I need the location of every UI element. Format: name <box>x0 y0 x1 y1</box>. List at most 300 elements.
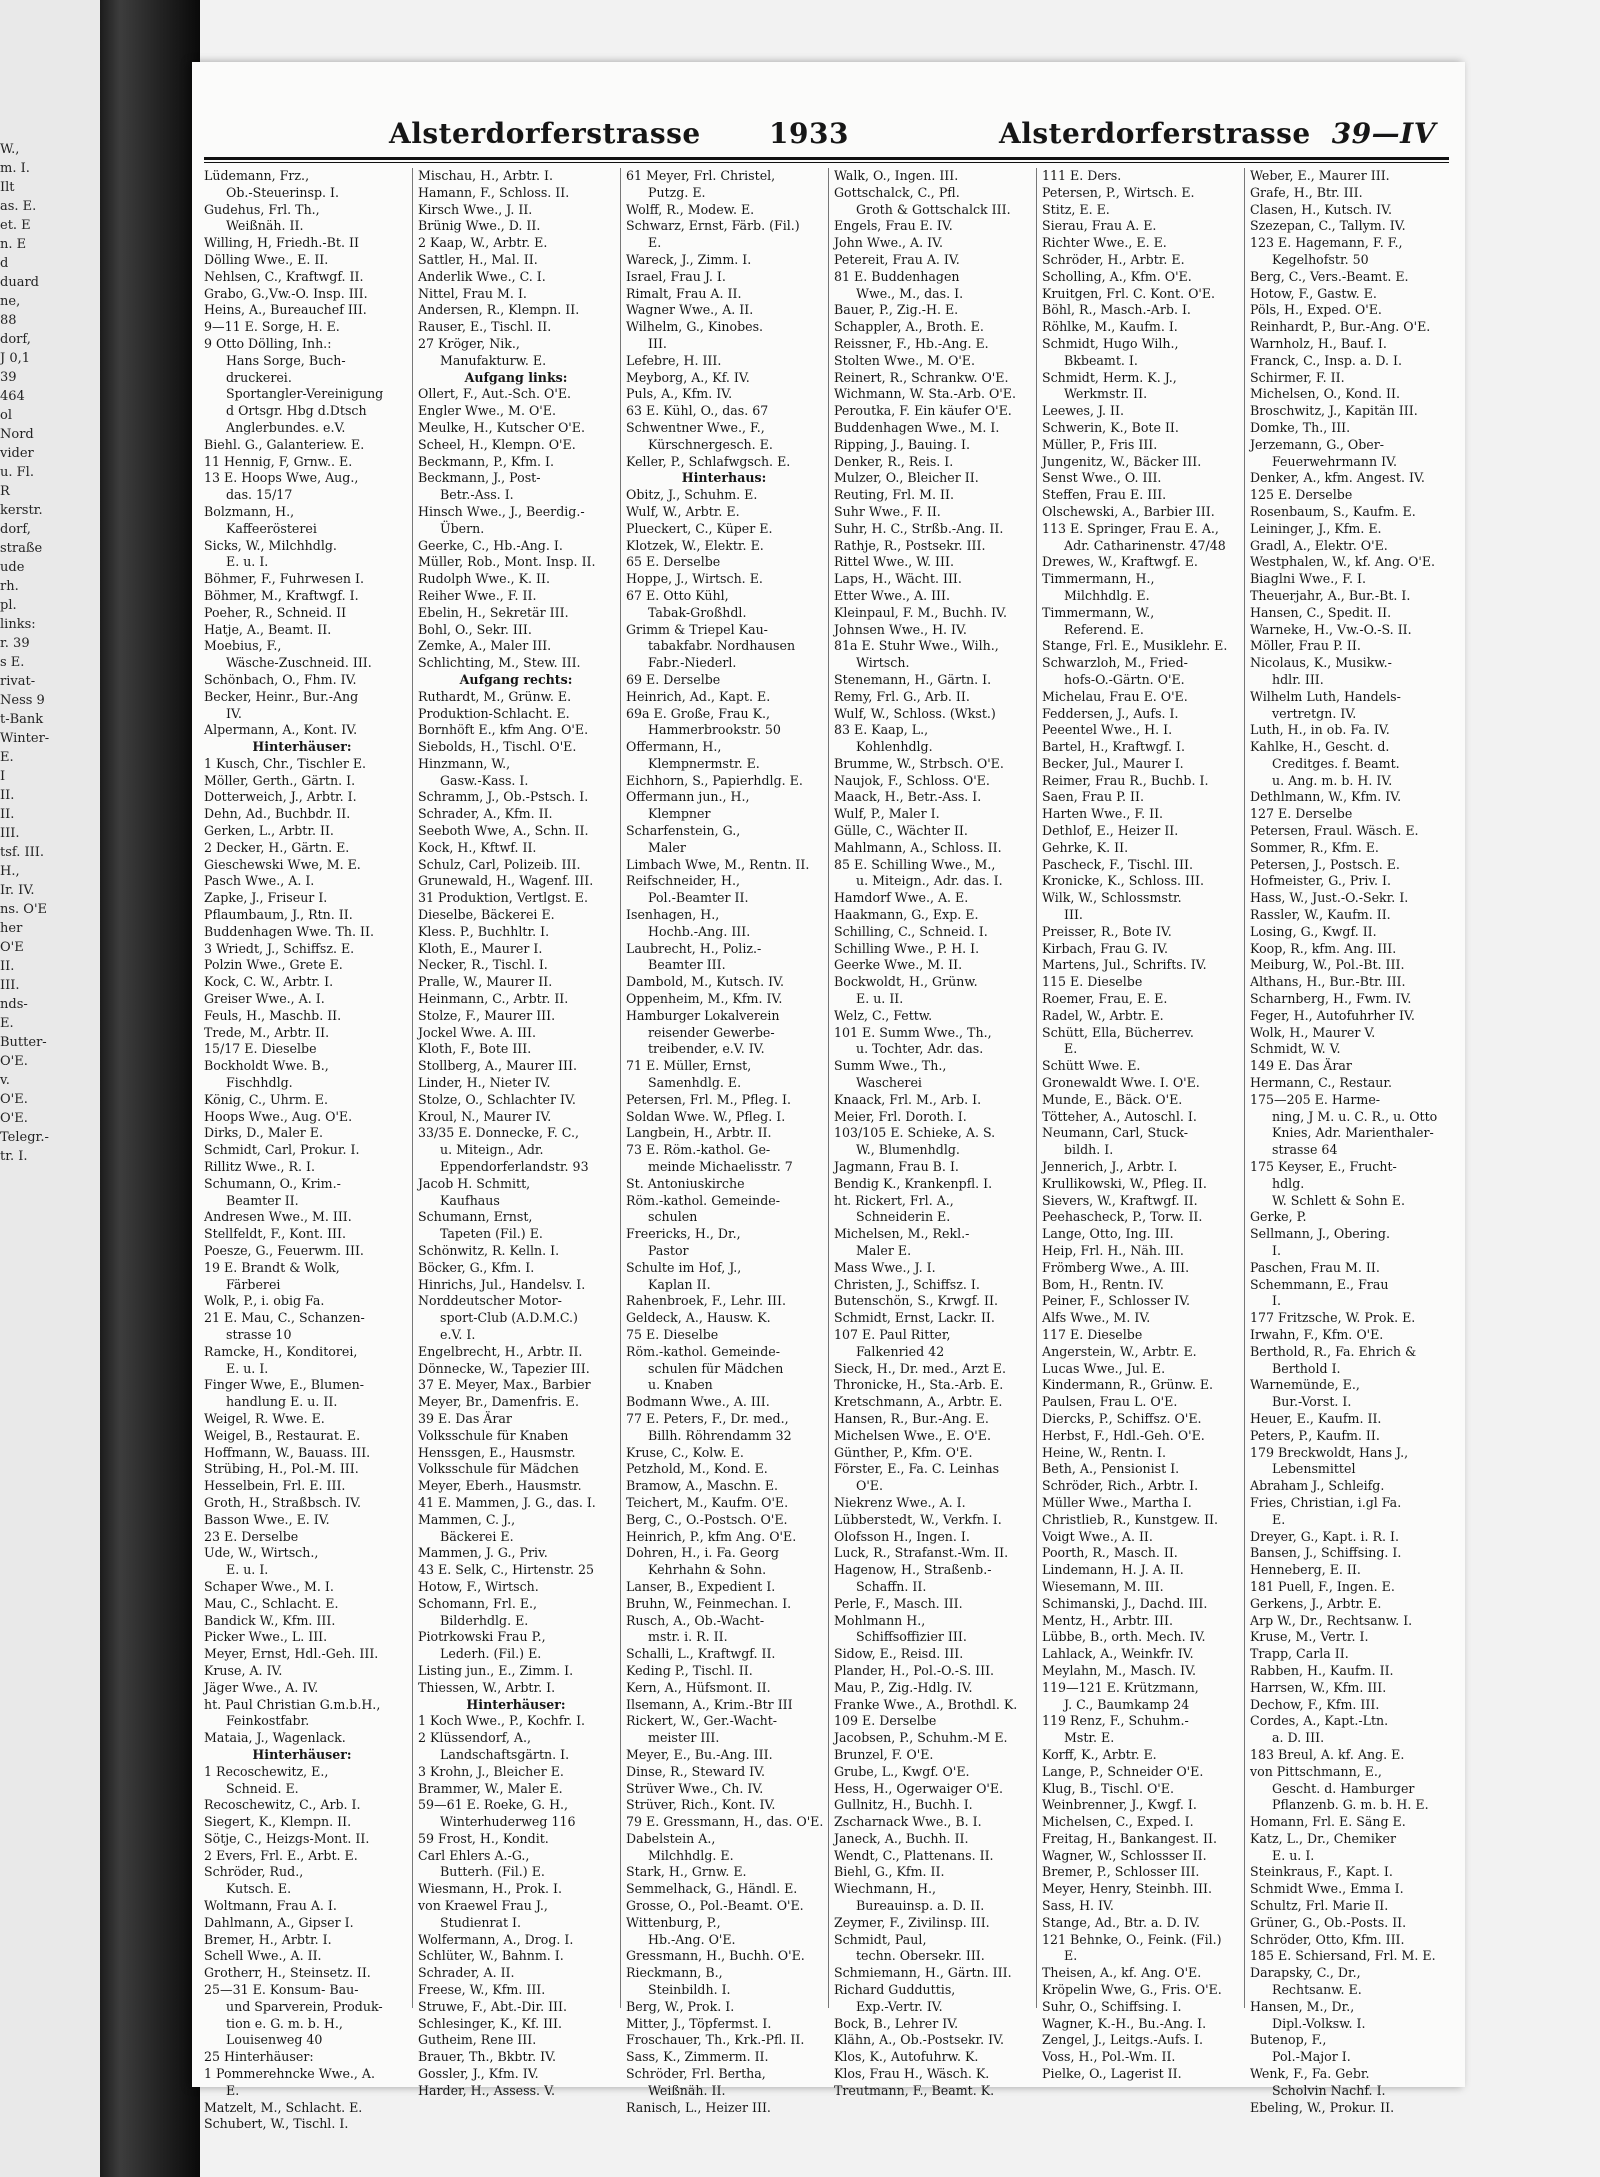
facing-page-line: II. <box>0 788 15 803</box>
directory-entry: Ollert, F., Aut.-Sch. O'E. <box>418 386 572 402</box>
directory-entry: Poesze, G., Feuerwm. III. <box>204 1243 364 1258</box>
directory-entry: Rimalt, Frau A. II. <box>626 285 742 301</box>
directory-entry: Müller Wwe., Martha I. <box>1042 1494 1192 1510</box>
directory-entry: Rusch, A., Ob.-Wacht- <box>626 1612 765 1628</box>
directory-entry: Hinsch Wwe., J., Beerdig.- <box>418 503 585 519</box>
directory-entry: Krullikowski, W., Pfleg. II. <box>1042 1175 1207 1191</box>
directory-entry: Schimanski, J., Dachd. III. <box>1042 1595 1208 1611</box>
directory-entry: Kahlke, H., Gescht. d. <box>1250 739 1390 755</box>
directory-entry: Sattler, H., Mal. II. <box>418 251 538 267</box>
directory-entry: Siebolds, H., Tischl. O'E. <box>418 739 577 755</box>
directory-entry: Summ Wwe., Th., <box>834 1058 947 1074</box>
directory-entry: Grosse, O., Pol.-Beamt. O'E. <box>626 1898 804 1914</box>
directory-entry: Wolk, P., i. obig Fa. <box>204 1293 325 1309</box>
directory-entry: Ruthardt, M., Grünw. E. <box>418 688 572 704</box>
directory-entry: Butenop, F., <box>1250 2032 1327 2048</box>
directory-entry: Gasw.-Kass. I. <box>440 772 529 788</box>
directory-entry: u. Tochter, Adr. das. <box>856 1041 984 1057</box>
directory-entry: Norddeutscher Motor- <box>418 1293 562 1309</box>
directory-entry: Niekrenz Wwe., A. I. <box>834 1494 966 1510</box>
directory-entry: Hotow, F., Wirtsch. <box>418 1578 539 1594</box>
directory-entry: Knaack, Frl. M., Arb. I. <box>834 1091 982 1107</box>
directory-entry: Poorth, R., Masch. II. <box>1042 1545 1178 1561</box>
directory-entry: Schröder, Frl. Bertha, <box>626 2066 766 2082</box>
directory-entry: Strübing, H., Pol.-M. III. <box>204 1461 359 1477</box>
directory-entry: 111 E. Ders. <box>1042 168 1122 183</box>
directory-entry: Wilk, W., Schlossmstr. <box>1042 890 1182 906</box>
directory-entry: Klos, K., Autofuhrw. K. <box>834 2049 979 2065</box>
directory-entry: Wittenburg, P., <box>626 1914 721 1930</box>
directory-entry: Jacob H. Schmitt, <box>418 1175 531 1191</box>
directory-entry: Offermann jun., H., <box>626 789 750 805</box>
directory-entry: Maack, H., Betr.-Ass. I. <box>834 789 982 805</box>
directory-entry: Bramow, A., Maschn. E. <box>626 1478 779 1494</box>
directory-entry: Tabak-Großhdl. <box>648 604 747 620</box>
directory-entry: Diercks, P., Schiffsz. O'E. <box>1042 1410 1202 1426</box>
directory-entry: Polzin Wwe., Grete E. <box>204 957 343 973</box>
directory-entry: Petersen, P., Wirtsch. E. <box>1042 184 1195 200</box>
directory-entry: Kruse, A. IV. <box>204 1662 283 1678</box>
facing-page-line: O'E. <box>0 1054 28 1069</box>
directory-entry: 37 E. Meyer, Max., Barbier <box>418 1377 591 1393</box>
directory-entry: Bilderhdlg. E. <box>440 1612 529 1628</box>
directory-entry: Munde, E., Bäck. O'E. <box>1042 1091 1183 1107</box>
directory-entry: Rillitz Wwe., R. I. <box>204 1159 315 1175</box>
directory-column <box>412 168 614 2098</box>
book-binding <box>100 0 200 2177</box>
directory-entry: Dethlof, E., Heizer II. <box>1042 823 1179 839</box>
directory-entry: Wolfermann, A., Drog. I. <box>418 1931 574 1947</box>
directory-entry: Warnholz, H., Bauf. I. <box>1250 335 1387 351</box>
directory-entry: Werkmstr. II. <box>1064 386 1148 402</box>
directory-entry: E. <box>1064 1948 1078 1964</box>
directory-entry: Saen, Frau P. II. <box>1042 789 1144 805</box>
directory-entry: Theuerjahr, A., Bur.-Bt. I. <box>1250 587 1411 603</box>
directory-entry: Linder, H., Nieter IV. <box>418 1075 551 1091</box>
directory-entry: 2 Klüssendorf, A., <box>418 1730 532 1746</box>
directory-entry: Böcker, G., Kfm. I. <box>418 1259 535 1275</box>
directory-entry: Steinbildh. I. <box>648 1982 731 1998</box>
directory-entry: Manufakturw. E. <box>440 352 547 368</box>
directory-entry: Finger Wwe, E., Blumen- <box>204 1377 364 1393</box>
directory-entry: 1 Pommerehncke Wwe., A. <box>204 2066 376 2082</box>
directory-entry: Angerstein, W., Arbtr. E. <box>1042 1343 1197 1359</box>
directory-entry: Laps, H., Wächt. III. <box>834 571 962 587</box>
facing-page-line: v. <box>0 1073 10 1088</box>
directory-entry: Schlichting, M., Stew. III. <box>418 655 581 671</box>
directory-entry: 181 Puell, F., Ingen. E. <box>1250 1578 1395 1594</box>
directory-entry: J. C., Baumkamp 24 <box>1064 1696 1190 1712</box>
directory-entry: Picker Wwe., L. III. <box>204 1629 328 1645</box>
directory-entry: Schaffn. II. <box>856 1578 927 1594</box>
directory-entry: Engels, Frau E. IV. <box>834 218 953 234</box>
directory-entry: meister III. <box>648 1730 720 1746</box>
directory-entry: Kohlenhdlg. <box>856 739 933 755</box>
directory-entry: Harder, H., Assess. V. <box>418 2082 555 2098</box>
directory-entry: Exp.-Vertr. IV. <box>856 1998 943 2014</box>
facing-page-line: ol <box>0 408 12 423</box>
directory-entry: Franke Wwe., A., Brothdl. K. <box>834 1696 1018 1712</box>
directory-entry: Schmidt, W. V. <box>1250 1041 1341 1057</box>
directory-entry: Mischau, H., Arbtr. I. <box>418 168 554 183</box>
facing-page-line: W., <box>0 142 20 157</box>
directory-entry: Engler Wwe., M. O'E. <box>418 403 556 419</box>
directory-entry: Schwentner Wwe., F., <box>626 419 765 435</box>
directory-entry: Stange, Ad., Btr. a. D. IV. <box>1042 1914 1200 1930</box>
directory-entry: Eppendorferlandstr. 93 <box>440 1159 589 1175</box>
directory-entry: Herbst, F., Hdl.-Geh. O'E. <box>1042 1427 1205 1443</box>
directory-entry: Walk, O., Ingen. III. <box>834 168 959 183</box>
directory-entry: Schröder, Rich., Arbtr. I. <box>1042 1478 1199 1494</box>
directory-entry: das. 15/17 <box>226 487 293 503</box>
directory-entry: Hamburger Lokalverein <box>626 1007 780 1023</box>
directory-entry: 1 Kusch, Chr., Tischler E. <box>204 755 367 771</box>
directory-entry: E. u. I. <box>226 554 269 570</box>
directory-entry: Peeentel Wwe., H. I. <box>1042 722 1173 738</box>
directory-entry: Stollberg, A., Maurer III. <box>418 1058 577 1074</box>
directory-entry: Kirbach, Frau G. IV. <box>1042 940 1169 956</box>
directory-entry: Röm.-kathol. Gemeinde- <box>626 1192 781 1208</box>
directory-entry: druckerei. <box>226 369 292 385</box>
directory-entry: 101 E. Summ Wwe., Th., <box>834 1024 992 1040</box>
directory-entry: Lübbe, B., orth. Mech. IV. <box>1042 1629 1206 1645</box>
directory-entry: Grüner, G., Ob.-Posts. II. <box>1250 1914 1407 1930</box>
facing-page-line: ns. O'E <box>0 902 48 917</box>
facing-page-line: Nord <box>0 427 34 442</box>
directory-entry: Wareck, J., Zimm. I. <box>626 251 752 267</box>
directory-entry: 125 E. Derselbe <box>1250 487 1353 503</box>
directory-entry: Kloth, E., Maurer I. <box>418 940 543 956</box>
directory-entry: Geerke, C., Hb.-Ang. I. <box>418 537 563 553</box>
directory-entry: Kröpelin Wwe, G., Fris. O'E. <box>1042 1982 1222 1998</box>
directory-column <box>1036 168 1238 2082</box>
facing-page-line: duard <box>0 275 39 290</box>
directory-entry: 119—121 E. Krützmann, <box>1042 1679 1199 1695</box>
directory-entry: Beth, A., Pensionist I. <box>1042 1461 1180 1477</box>
directory-entry: 79 E. Gressmann, H., das. O'E. <box>626 1814 824 1830</box>
directory-entry: Freitag, H., Bankangest. II. <box>1042 1830 1217 1846</box>
directory-entry: Reifschneider, H., <box>626 873 740 889</box>
directory-entry: Mammen, J. G., Priv. <box>418 1545 548 1561</box>
directory-entry: Reimer, Frau R., Buchb. I. <box>1042 772 1209 788</box>
directory-entry: E. u. I. <box>226 1562 269 1578</box>
directory-entry: 185 E. Schiersand, Frl. M. E. <box>1250 1948 1436 1964</box>
directory-entry: Möller, Gerth., Gärtn. I. <box>204 772 356 788</box>
directory-entry: Aufgang links: <box>464 369 568 385</box>
directory-entry: 59—61 E. Roeke, G. H., <box>418 1797 569 1813</box>
directory-entry: Hatje, A., Beamt. II. <box>204 621 332 637</box>
directory-entry: Freese, W., Kfm. III. <box>418 1982 546 1998</box>
directory-entry: Jungenitz, W., Bäcker III. <box>1042 453 1202 469</box>
directory-entry: Dehn, Ad., Buchbdr. II. <box>204 806 351 822</box>
directory-entry: Scheel, H., Klempn. O'E. <box>418 436 576 452</box>
facing-page-line: R <box>0 484 10 499</box>
directory-entry: Kroul, N., Maurer IV. <box>418 1108 552 1124</box>
directory-entry: Zengel, J., Leitgs.-Aufs. I. <box>1042 2032 1203 2048</box>
directory-entry: 2 Kaap, W., Arbtr. E. <box>418 235 548 251</box>
facing-page-line: 464 <box>0 389 25 404</box>
directory-entry: Schwerin, K., Bote II. <box>1042 419 1179 435</box>
directory-entry: Jagmann, Frau B. I. <box>834 1159 959 1175</box>
facing-page-line: II. <box>0 959 15 974</box>
directory-entry: Lange, Otto, Ing. III. <box>1042 1226 1174 1242</box>
directory-entry: Schmidt, Hugo Wilh., <box>1042 335 1179 351</box>
directory-entry: John Wwe., A. IV. <box>834 235 944 251</box>
directory-entry: 113 E. Springer, Frau E. A., <box>1042 520 1219 536</box>
directory-entry: Müller, P., Fris III. <box>1042 436 1158 452</box>
directory-entry: Stenemann, H., Gärtn. I. <box>834 671 992 687</box>
directory-entry: Sötje, C., Heizgs-Mont. II. <box>204 1830 370 1846</box>
directory-entry: Färberei <box>226 1276 281 1292</box>
directory-entry: 77 E. Peters, F., Dr. med., <box>626 1410 789 1426</box>
directory-entry: Luth, H., in ob. Fa. IV. <box>1250 722 1390 738</box>
directory-entry: Bandick W., Kfm. III. <box>204 1612 336 1628</box>
directory-entry: Betr.-Ass. I. <box>440 487 514 503</box>
directory-entry: 25—31 E. Konsum- Bau- <box>204 1982 359 1998</box>
directory-entry: Gutheim, Rene III. <box>418 2032 537 2048</box>
directory-entry: Sieck, H., Dr. med., Arzt E. <box>834 1360 1007 1376</box>
directory-entry: Lanser, B., Expedient I. <box>626 1578 776 1594</box>
directory-entry: 19 E. Brandt & Wolk, <box>204 1259 340 1275</box>
directory-entry: ht. Paul Christian G.m.b.H., <box>204 1696 381 1712</box>
directory-entry: Samenhdlg. E. <box>648 1075 742 1091</box>
directory-entry: u. Miteign., Adr. <box>440 1142 544 1158</box>
directory-entry: 43 E. Selk, C., Hirtenstr. 25 <box>418 1562 595 1578</box>
directory-entry: Jerzemann, G., Ober- <box>1250 436 1385 452</box>
directory-entry: Biaglni Wwe., F. I. <box>1250 571 1366 587</box>
directory-entry: Heine, W., Rentn. I. <box>1042 1444 1166 1460</box>
directory-entry: Lindemann, H. J. A. II. <box>1042 1562 1184 1578</box>
directory-entry: Wwe., M., das. I. <box>856 285 964 301</box>
directory-entry: Treutmann, F., Beamt. K. <box>834 2082 995 2098</box>
directory-entry: Mohlmann H., <box>834 1612 926 1628</box>
directory-entry: Bohl, O., Sekr. III. <box>418 621 532 637</box>
directory-entry: Schell Wwe., A. II. <box>204 1948 322 1964</box>
directory-entry: Hofmeister, G., Priv. I. <box>1250 873 1392 889</box>
directory-entry: Szezepan, C., Tallym. IV. <box>1250 218 1406 234</box>
directory-entry: Moebius, F., <box>204 638 282 654</box>
directory-entry: Lucas Wwe., Jul. E. <box>1042 1360 1166 1376</box>
directory-entry: Wagner, K.-H., Bu.-Ang. I. <box>1042 2015 1207 2031</box>
directory-entry: Voigt Wwe., A. II. <box>1042 1528 1153 1544</box>
directory-entry: Carl Ehlers A.-G., <box>418 1847 530 1863</box>
directory-entry: Lüdemann, Frz., <box>204 168 310 183</box>
directory-entry: Gressmann, H., Buchh. O'E. <box>626 1948 805 1964</box>
directory-entry: Mass Wwe., J. I. <box>834 1259 936 1275</box>
directory-entry: ht. Rickert, Frl. A., <box>834 1192 954 1208</box>
directory-entry: Pralle, W., Maurer II. <box>418 974 553 990</box>
directory-entry: Böhl, R., Masch.-Arb. I. <box>1042 302 1191 318</box>
directory-entry: Hesselbein, Frl. E. III. <box>204 1478 346 1494</box>
directory-entry: Petersen, Frl. M., Pfleg. I. <box>626 1091 791 1107</box>
directory-entry: Gehrke, K. II. <box>1042 839 1129 855</box>
directory-entry: Andersen, R., Klempn. II. <box>418 302 580 318</box>
directory-entry: Westphalen, W., kf. Ang. O'E. <box>1250 554 1436 570</box>
facing-page-line: tr. I. <box>0 1149 28 1164</box>
directory-entry: Neumann, Carl, Stuck- <box>1042 1125 1188 1141</box>
directory-entry: Weber, E., Maurer III. <box>1250 168 1390 183</box>
directory-entry: Dambold, M., Kutsch. IV. <box>626 974 784 990</box>
directory-entry: Warneke, H., Vw.-O.-S. II. <box>1250 621 1412 637</box>
directory-entry: Studienrat I. <box>440 1914 522 1930</box>
directory-entry: Schilling, C., Schneid. I. <box>834 923 988 939</box>
directory-entry: Wenk, F., Fa. Gebr. <box>1250 2066 1370 2082</box>
directory-entry: Buddenhagen Wwe. Th. II. <box>204 923 374 939</box>
directory-entry: Strüver Wwe., Ch. IV. <box>626 1780 764 1796</box>
directory-entry: III. <box>648 335 667 351</box>
directory-entry: Wäsche-Zuschneid. III. <box>226 655 372 671</box>
directory-entry: Bkbeamt. I. <box>1064 352 1138 368</box>
directory-entry: Kretschmann, A., Arbtr. E. <box>834 1394 1003 1410</box>
directory-entry: Drewes, W., Kraftwgf. E. <box>1042 554 1198 570</box>
directory-entry: Michelsen, C., Exped. I. <box>1042 1814 1194 1830</box>
directory-entry: Sicks, W., Milchhdlg. <box>204 537 337 553</box>
directory-entry: 9—11 E. Sorge, H. E. <box>204 319 340 335</box>
directory-entry: Kruse, M., Vertr. I. <box>1250 1629 1369 1645</box>
directory-entry: Obitz, J., Schuhm. E. <box>626 487 758 503</box>
directory-entry: Freericks, H., Dr., <box>626 1226 741 1242</box>
directory-entry: Förster, E., Fa. C. Leinhas <box>834 1461 1000 1477</box>
directory-entry: ning, J M. u. C. R., u. Otto <box>1272 1108 1438 1124</box>
directory-entry: Feuls, H., Maschb. II. <box>204 1007 342 1023</box>
directory-entry: Engelbrecht, H., Arbtr. II. <box>418 1343 583 1359</box>
directory-entry: Abraham J., Schleifg. <box>1250 1478 1385 1494</box>
directory-entry: Roemer, Frau, E. E. <box>1042 991 1168 1007</box>
directory-entry: Weißnäh. II. <box>648 2082 726 2098</box>
directory-entry: Klähn, A., Ob.-Postsekr. IV. <box>834 2032 1005 2048</box>
directory-entry: Bodmann Wwe., A. III. <box>626 1394 770 1410</box>
directory-entry: Beckmann, J., Post- <box>418 470 541 486</box>
directory-entry: Matzelt, M., Schlacht. E. <box>204 2099 363 2115</box>
directory-entry: Eichhorn, S., Papierhdlg. E. <box>626 772 803 788</box>
directory-entry: Wendt, C., Plattenans. II. <box>834 1847 994 1863</box>
facing-page-line: Telegr.- <box>0 1130 49 1145</box>
directory-entry: Weißnäh. II. <box>226 218 304 234</box>
directory-entry: Bock, B., Lehrer IV. <box>834 2015 959 2031</box>
directory-entry: 13 E. Hoops Wwe, Aug., <box>204 470 359 486</box>
directory-entry: Wascherei <box>856 1075 922 1091</box>
directory-entry: 59 Frost, H., Kondit. <box>418 1830 549 1846</box>
directory-entry: Schmidt, Herm. K. J., <box>1042 369 1177 385</box>
directory-entry: Listing jun., E., Zimm. I. <box>418 1662 574 1678</box>
facing-page-line: pl. <box>0 598 17 613</box>
directory-entry: Sportangler-Vereinigung <box>226 386 384 402</box>
directory-entry: Referend. E. <box>1064 621 1144 637</box>
directory-entry: 65 E. Derselbe <box>626 554 721 570</box>
directory-entry: Keding P., Tischl. II. <box>626 1662 753 1678</box>
directory-entry: Alfs Wwe., M. IV. <box>1042 1310 1151 1326</box>
directory-entry: Heinrich, P., kfm Ang. O'E. <box>626 1528 797 1544</box>
directory-entry: 3 Wriedt, J., Schiffsz. E. <box>204 940 355 956</box>
directory-entry: sport-Club (A.D.M.C.) <box>440 1310 578 1326</box>
directory-entry: 11 Hennig, F, Grnw.. E. <box>204 453 353 469</box>
directory-entry: 119 Renz, F., Schuhm.- <box>1042 1713 1189 1729</box>
directory-entry: Kless. P., Buchhltr. I. <box>418 923 550 939</box>
directory-entry: Teichert, M., Kaufm. O'E. <box>626 1494 789 1510</box>
directory-entry: Kegelhofstr. 50 <box>1272 251 1369 267</box>
directory-entry: Schönwitz, R. Kelln. I. <box>418 1243 560 1258</box>
directory-entry: Klos, Frau H., Wäsch. K. <box>834 2066 990 2082</box>
directory-entry: Stellfeldt, F., Kont. III. <box>204 1226 347 1242</box>
directory-entry: Olschewski, A., Barbier III. <box>1042 503 1215 519</box>
directory-entry: Dreyer, G., Kapt. i. R. I. <box>1250 1528 1399 1544</box>
directory-entry: Necker, R., Tischl. I. <box>418 957 548 973</box>
directory-entry: Preisser, R., Bote IV. <box>1042 923 1172 939</box>
directory-entry: Feger, H., Autofuhrher IV. <box>1250 1007 1415 1023</box>
directory-entry: Remy, Frl. G., Arb. II. <box>834 688 970 704</box>
directory-entry: Bäckerei E. <box>440 1528 514 1544</box>
directory-entry: Weinbrenner, J., Kwgf. I. <box>1042 1797 1197 1813</box>
directory-entry: Beckmann, P., Kfm. I. <box>418 453 554 469</box>
directory-entry: Pasch Wwe., A. I. <box>204 873 315 889</box>
directory-entry: Gerke, P. <box>1250 1209 1307 1225</box>
directory-entry: Rudolph Wwe., K. II. <box>418 571 550 587</box>
facing-page-line: dorf, <box>0 522 31 537</box>
directory-entry: Beamter III. <box>648 957 726 973</box>
directory-entry: Tötteher, A., Autoschl. I. <box>1042 1108 1197 1124</box>
directory-entry: Sierau, Frau A. E. <box>1042 218 1157 234</box>
directory-entry: Bremer, P., Schlosser III. <box>1042 1864 1200 1880</box>
directory-entry: Dechow, F., Kfm. III. <box>1250 1696 1380 1712</box>
facing-page-line: Winter- <box>0 731 50 746</box>
facing-page-line: Ilt <box>0 180 15 195</box>
directory-entry: hofs-O.-Gärtn. O'E. <box>1064 671 1185 687</box>
directory-entry: Kruse, C., Kolw. E. <box>626 1444 744 1460</box>
directory-column <box>620 168 824 2115</box>
directory-entry: Groth, H., Straßbsch. IV. <box>204 1494 362 1510</box>
directory-entry: von Pittschmann, E., <box>1250 1763 1382 1779</box>
directory-entry: 2 Evers, Frl. E., Arbt. E. <box>204 1847 358 1863</box>
directory-entry: 1 Koch Wwe., P., Kochfr. I. <box>418 1713 586 1729</box>
directory-column <box>828 168 1030 2098</box>
directory-entry: Gerkens, J., Arbtr. E. <box>1250 1595 1382 1611</box>
directory-entry: Petersen, Fraul. Wäsch. E. <box>1250 823 1419 839</box>
directory-entry: Maler E. <box>856 1243 912 1258</box>
directory-entry: Brammer, W., Maler E. <box>418 1780 563 1796</box>
directory-entry: Hinrichs, Jul., Handelsv. I. <box>418 1276 586 1292</box>
directory-entry: 85 E. Schilling Wwe., M., <box>834 856 996 872</box>
directory-entry: Dipl.-Volksw. I. <box>1272 2015 1366 2031</box>
directory-entry: Pielke, O., Lagerist II. <box>1042 2066 1182 2082</box>
directory-entry: 81 E. Buddenhagen <box>834 268 960 284</box>
directory-entry: Böhmer, M., Kraftwgf. I. <box>204 587 359 603</box>
directory-entry: strasse 64 <box>1272 1142 1338 1158</box>
directory-entry: Maler <box>648 839 686 855</box>
directory-entry: 27 Kröger, Nik., <box>418 335 520 351</box>
directory-entry: Hoops Wwe., Aug. O'E. <box>204 1108 353 1124</box>
directory-entry: Hinterhäuser: <box>252 1746 352 1762</box>
directory-entry: Hamann, F., Schloss. II. <box>418 184 570 200</box>
directory-entry: Sievers, W., Kraftwgf. II. <box>1042 1192 1198 1208</box>
directory-entry: Ripping, J., Bauing. I. <box>834 436 970 452</box>
facing-page-line: et. E <box>0 218 31 233</box>
directory-entry: Mulzer, O., Bleicher II. <box>834 470 979 486</box>
directory-entry: Henneberg, E. II. <box>1250 1562 1361 1578</box>
directory-entry: Kaufhaus <box>440 1192 500 1208</box>
directory-entry: Greiser Wwe., A. I. <box>204 991 325 1007</box>
directory-column <box>204 168 400 2132</box>
directory-entry: Schwarzloh, M., Fried- <box>1042 655 1188 671</box>
directory-column <box>1244 168 1446 2115</box>
directory-entry: 33/35 E. Donnecke, F. C., <box>418 1125 579 1141</box>
directory-entry: Leewes, J. II. <box>1042 403 1125 419</box>
directory-entry: Oppenheim, M., Kfm. IV. <box>626 991 783 1007</box>
directory-entry: Lahlack, A., Weinkfr. IV. <box>1042 1646 1194 1662</box>
directory-entry: tion e. G. m. b. H., <box>226 2015 343 2031</box>
directory-entry: Nehlsen, C., Kraftwgf. II. <box>204 268 364 284</box>
directory-entry: Dahlmann, A., Gipser I. <box>204 1914 354 1930</box>
directory-entry: Bom, H., Rentn. IV. <box>1042 1276 1164 1292</box>
